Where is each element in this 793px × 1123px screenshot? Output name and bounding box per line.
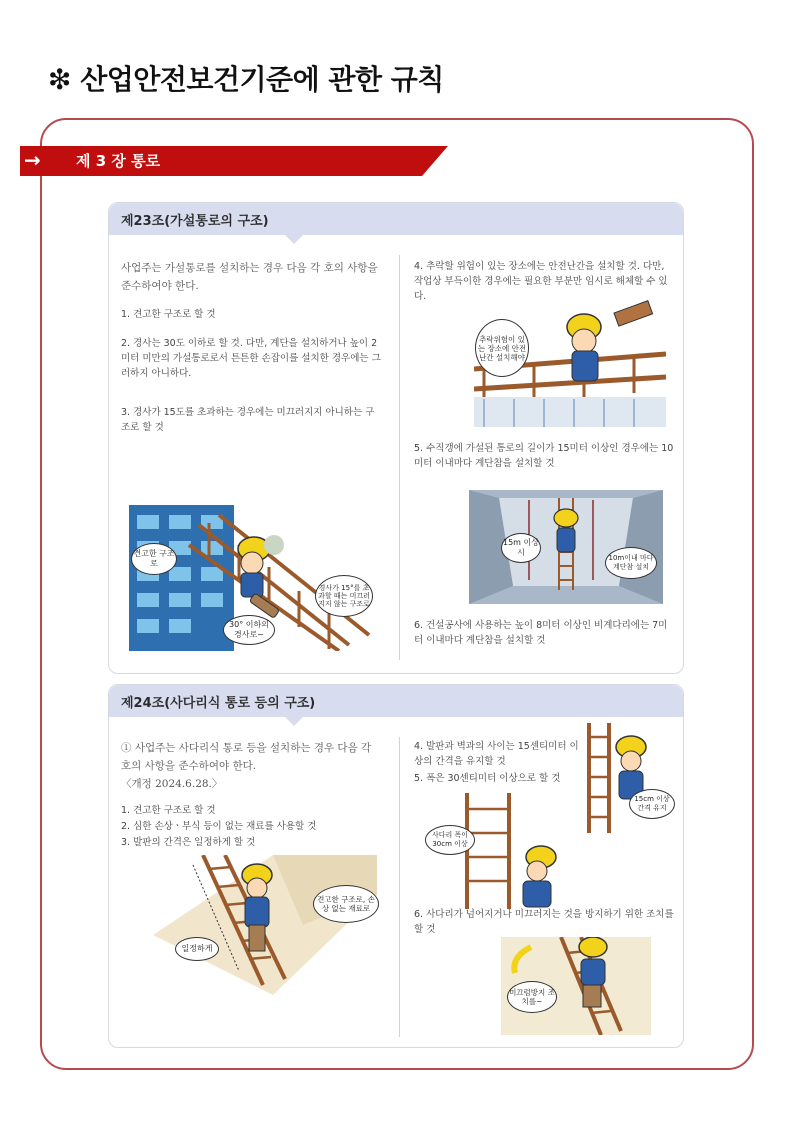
article24-amendment: 〈개정 2024.6.28.〉 (121, 778, 223, 790)
chapter-label: 제 3 장 통로 (76, 152, 161, 170)
article24-item-2: 2. 심한 손상ㆍ부식 등이 없는 재료를 사용할 것 (121, 821, 317, 832)
bubble-even-spacing: 일정하게 (175, 937, 219, 961)
article23-item-2: 2. 경사는 30도 이하로 할 것. 다만, 계단을 설치하거나 높이 2미터 미만의 가설통로로서 튼튼한 손잡이를 설치한 경우에는 그러하지 아니하다. (121, 338, 381, 379)
bubble-gap15: 15cm 이상 간격 유지 (629, 789, 675, 819)
article23-item-3: 3. 경사가 15도를 초과하는 경우에는 미끄러지지 아니하는 구조로 할 것 (121, 407, 375, 433)
article23-panel (108, 202, 684, 674)
article24-intro: ① 사업주는 사다리식 통로 등을 설치하는 경우 다음 각 호의 사항을 준수하여야 한다. (121, 742, 372, 772)
header-notch (285, 235, 303, 244)
page-title: ❇ 산업안전보건기준에 관한 규칙 (48, 63, 444, 96)
article24-header (109, 685, 683, 717)
bubble-slope30: 30° 이하의 경사로~ (223, 615, 275, 645)
bubble-sturdy-material: 견고한 구조로, 손상 없는 재료로 (313, 885, 379, 923)
article23-item-6: 6. 건설공사에 사용하는 높이 8미터 이상인 비계다리에는 7미터 이내마다 계단참을 설치할 것 (414, 620, 668, 646)
article23-header (109, 203, 683, 235)
bubble-shaft15: 15m 이상시 (501, 533, 541, 563)
bubble-landing10: 10m이내 마다 계단참 설치 (605, 547, 657, 579)
article23-intro: 사업주는 가설통로를 설치하는 경우 다음 각 호의 사항을 준수하여야 한다. (121, 262, 378, 292)
article24-item-3: 3. 발판의 간격은 일정하게 할 것 (121, 837, 256, 848)
ladder-wall-illustration (153, 855, 377, 995)
bubble-sturdy: 견고한 구조로 (131, 543, 177, 575)
article24-item-6: 6. 사다리가 넘어지거나 미끄러지는 것을 방지하기 위한 조치를 할 것 (414, 909, 674, 935)
column-divider (399, 255, 400, 660)
article23-heading: 제23조(가설통로의 구조) (121, 214, 269, 229)
article24-heading: 제24조(사다리식 통로 등의 구조) (121, 696, 316, 711)
article23-item-1: 1. 견고한 구조로 할 것 (121, 309, 216, 320)
bubble-slope15: 경사가 15°를 초과할 때는 미끄러지지 않는 구조로 (315, 575, 373, 617)
bubble-anti-slip: 미끄럼방지 조치를~ (507, 981, 557, 1013)
article24-item-5: 5. 폭은 30센티미터 이상으로 할 것 (414, 773, 561, 784)
article24-panel (108, 684, 684, 1048)
bubble-railing: 추락위험이 있는 장소에 안전난간 설치해야 (475, 319, 529, 377)
article24-item-4: 4. 발판과 벽과의 사이는 15센티미터 이상의 간격을 유지할 것 (414, 741, 579, 767)
article23-item-5: 5. 수직갱에 가설된 통로의 길이가 15미터 이상인 경우에는 10미터 이내마다 계단참을 설치할 것 (414, 443, 674, 469)
column-divider (399, 737, 400, 1037)
header-notch (285, 717, 303, 726)
article23-item-4: 4. 추락할 위험이 있는 장소에는 안전난간을 설치할 것. 다만, 작업상 부득이한 경우에는 필요한 부분만 임시로 해체할 수 있다. (414, 261, 668, 302)
article24-item-1: 1. 견고한 구조로 할 것 (121, 805, 216, 816)
arrow-icon: → (24, 148, 41, 172)
bubble-width30: 사다리 폭이 30cm 이상 (425, 825, 475, 855)
